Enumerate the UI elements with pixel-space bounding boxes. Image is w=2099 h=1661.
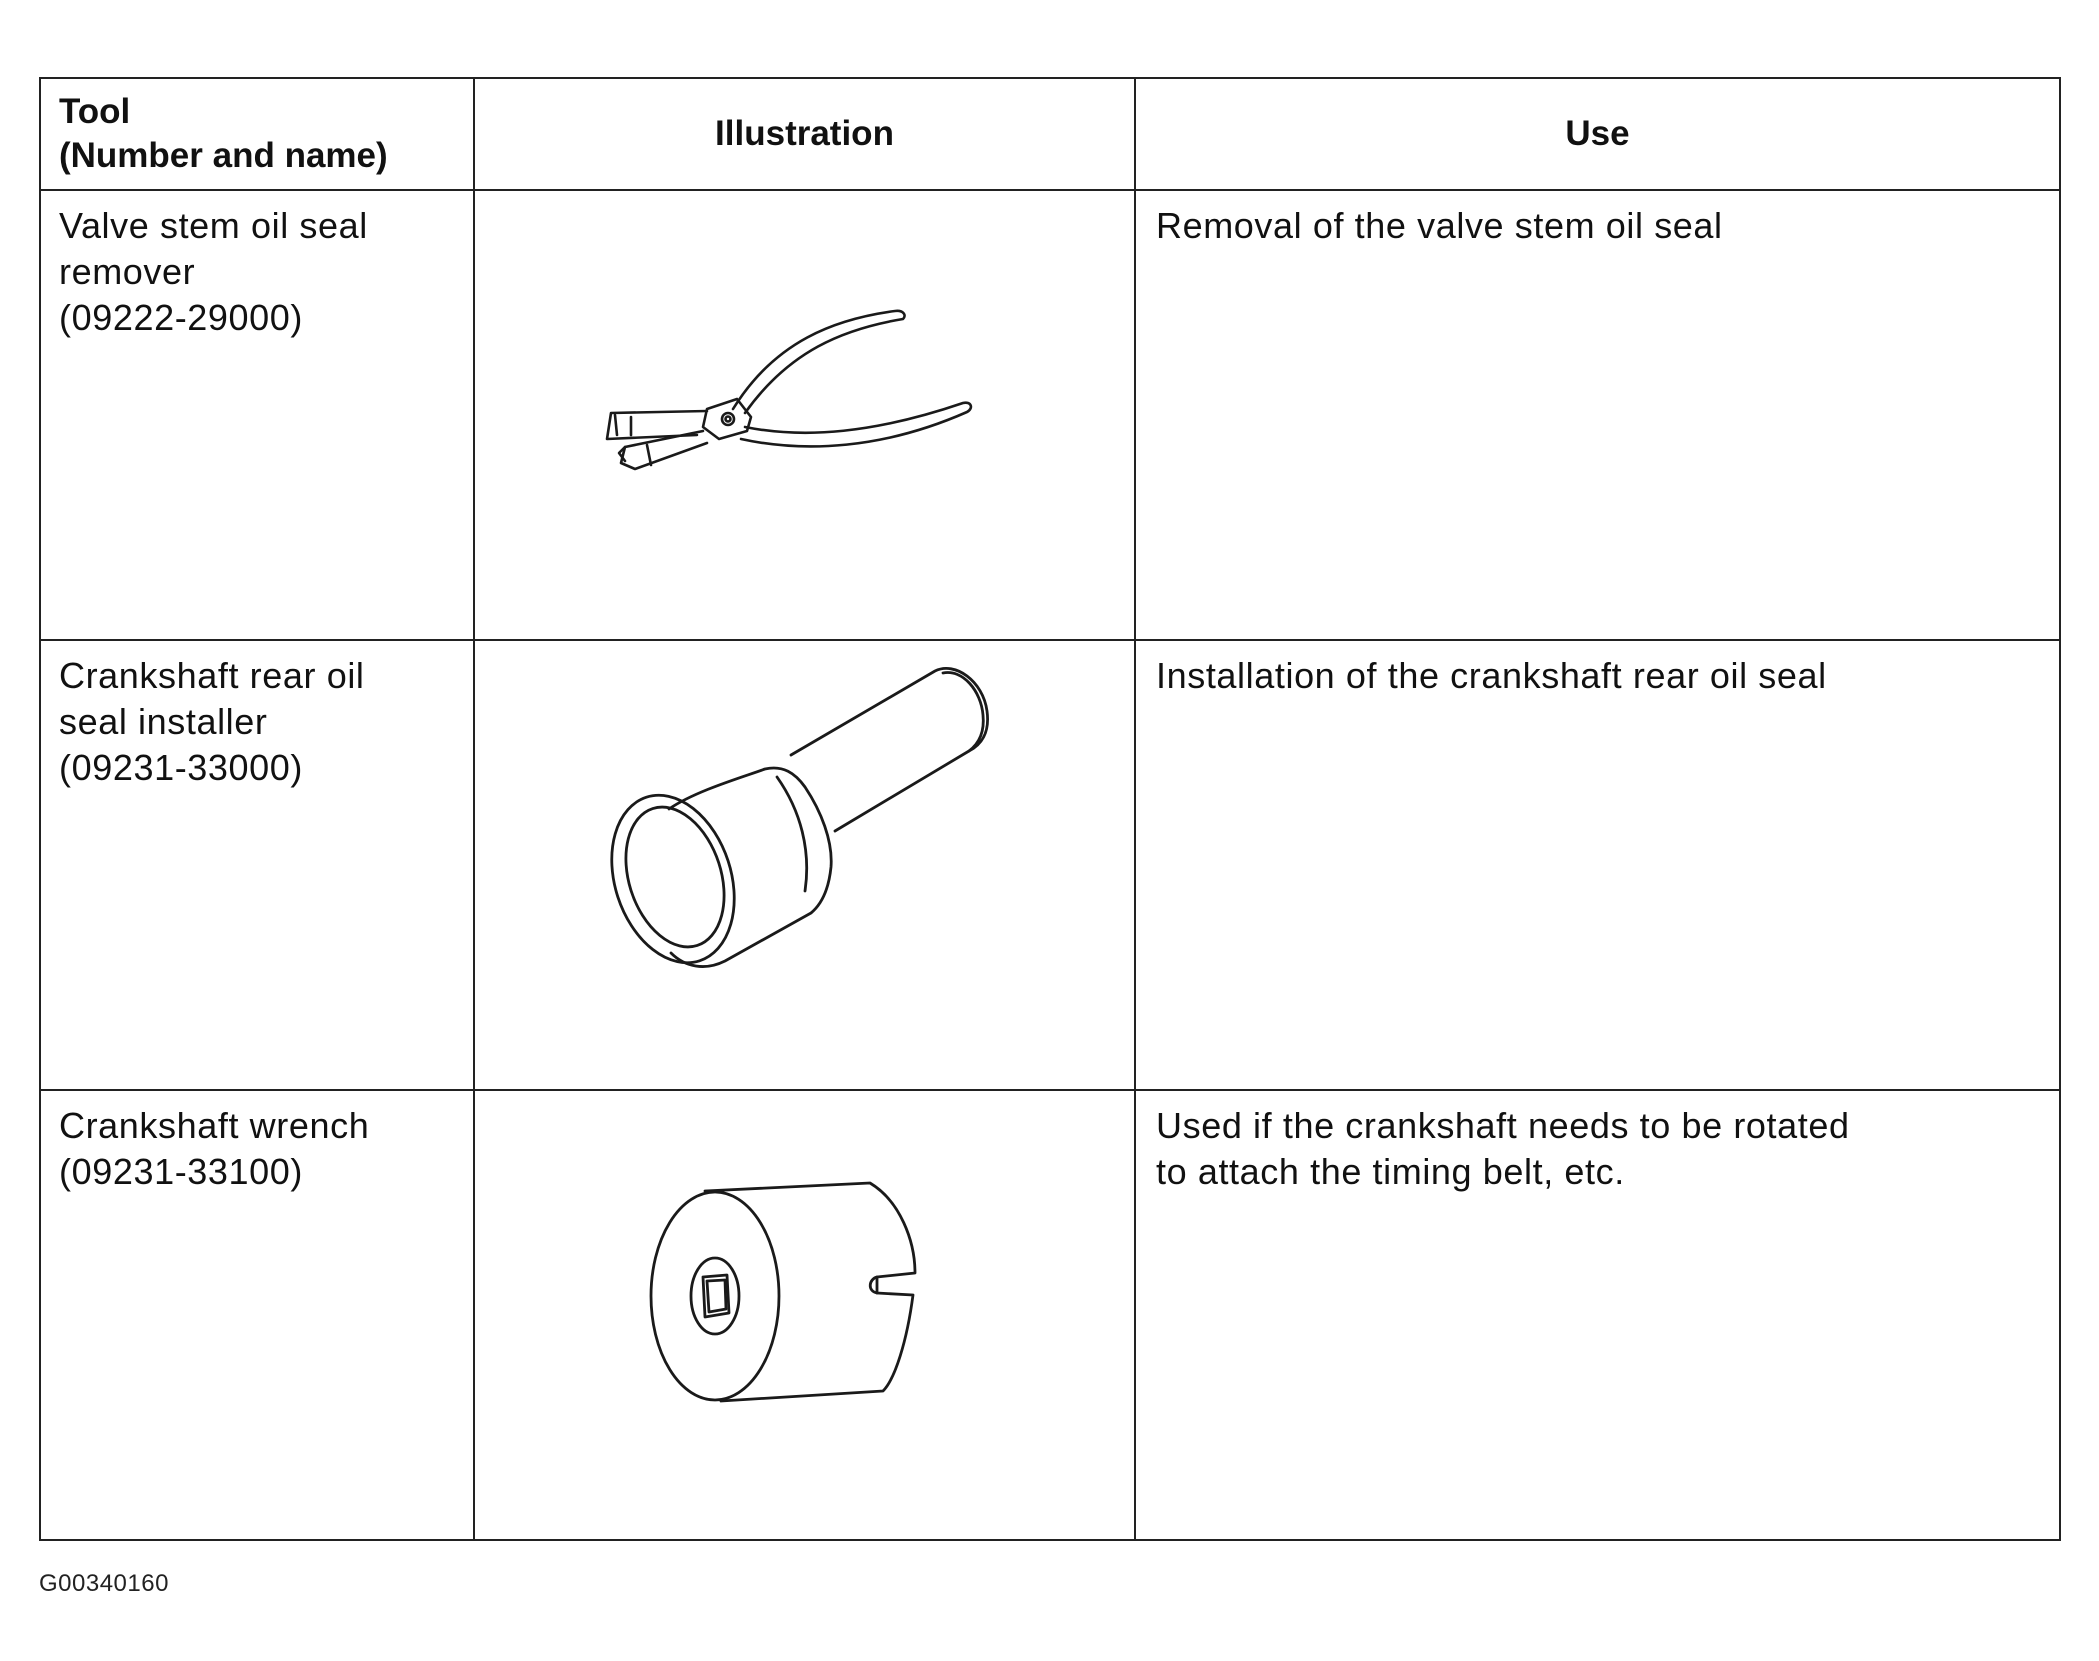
tool-name-line: Crankshaft rear oil [59, 655, 365, 696]
use-line: Installation of the crankshaft rear oil seal [1156, 655, 1827, 696]
header-use: Use [1135, 78, 2060, 190]
tool-name-cell [40, 190, 474, 640]
illustration-cell [474, 640, 1135, 1090]
tool-name-cell [40, 640, 474, 1090]
seal-installer-icon [475, 641, 1136, 1091]
use-line: to attach the timing belt, etc. [1156, 1151, 1625, 1192]
tool-name-line: Crankshaft wrench [59, 1105, 370, 1146]
table-row [40, 1090, 2060, 1540]
header-tool-line2: (Number and name) [59, 136, 388, 175]
table-header-row [40, 78, 2060, 190]
use-line: Used if the crankshaft needs to be rotated [1156, 1105, 1850, 1146]
illustration-cell [474, 190, 1135, 640]
crankshaft-wrench-icon [475, 1091, 1136, 1541]
use-cell [1135, 190, 2060, 640]
tool-name-line: remover [59, 251, 196, 292]
header-illustration: Illustration [474, 78, 1135, 190]
pliers-icon [475, 191, 1136, 641]
table-row [40, 640, 2060, 1090]
tool-name-line: (09231-33000) [59, 747, 303, 788]
tool-name-line: seal installer [59, 701, 268, 742]
header-tool [40, 78, 474, 190]
header-tool-line1: Tool [59, 92, 131, 131]
use-cell [1135, 640, 2060, 1090]
illustration-cell [474, 1090, 1135, 1540]
table-row [40, 190, 2060, 640]
use-line: Removal of the valve stem oil seal [1156, 205, 1723, 246]
special-tools-table [39, 77, 2061, 1541]
figure-code: G00340160 [39, 1570, 169, 1597]
tool-name-line: (09231-33100) [59, 1151, 303, 1192]
use-cell [1135, 1090, 2060, 1540]
tool-name-line: Valve stem oil seal [59, 205, 368, 246]
tool-name-line: (09222-29000) [59, 297, 303, 338]
tool-name-cell [40, 1090, 474, 1540]
